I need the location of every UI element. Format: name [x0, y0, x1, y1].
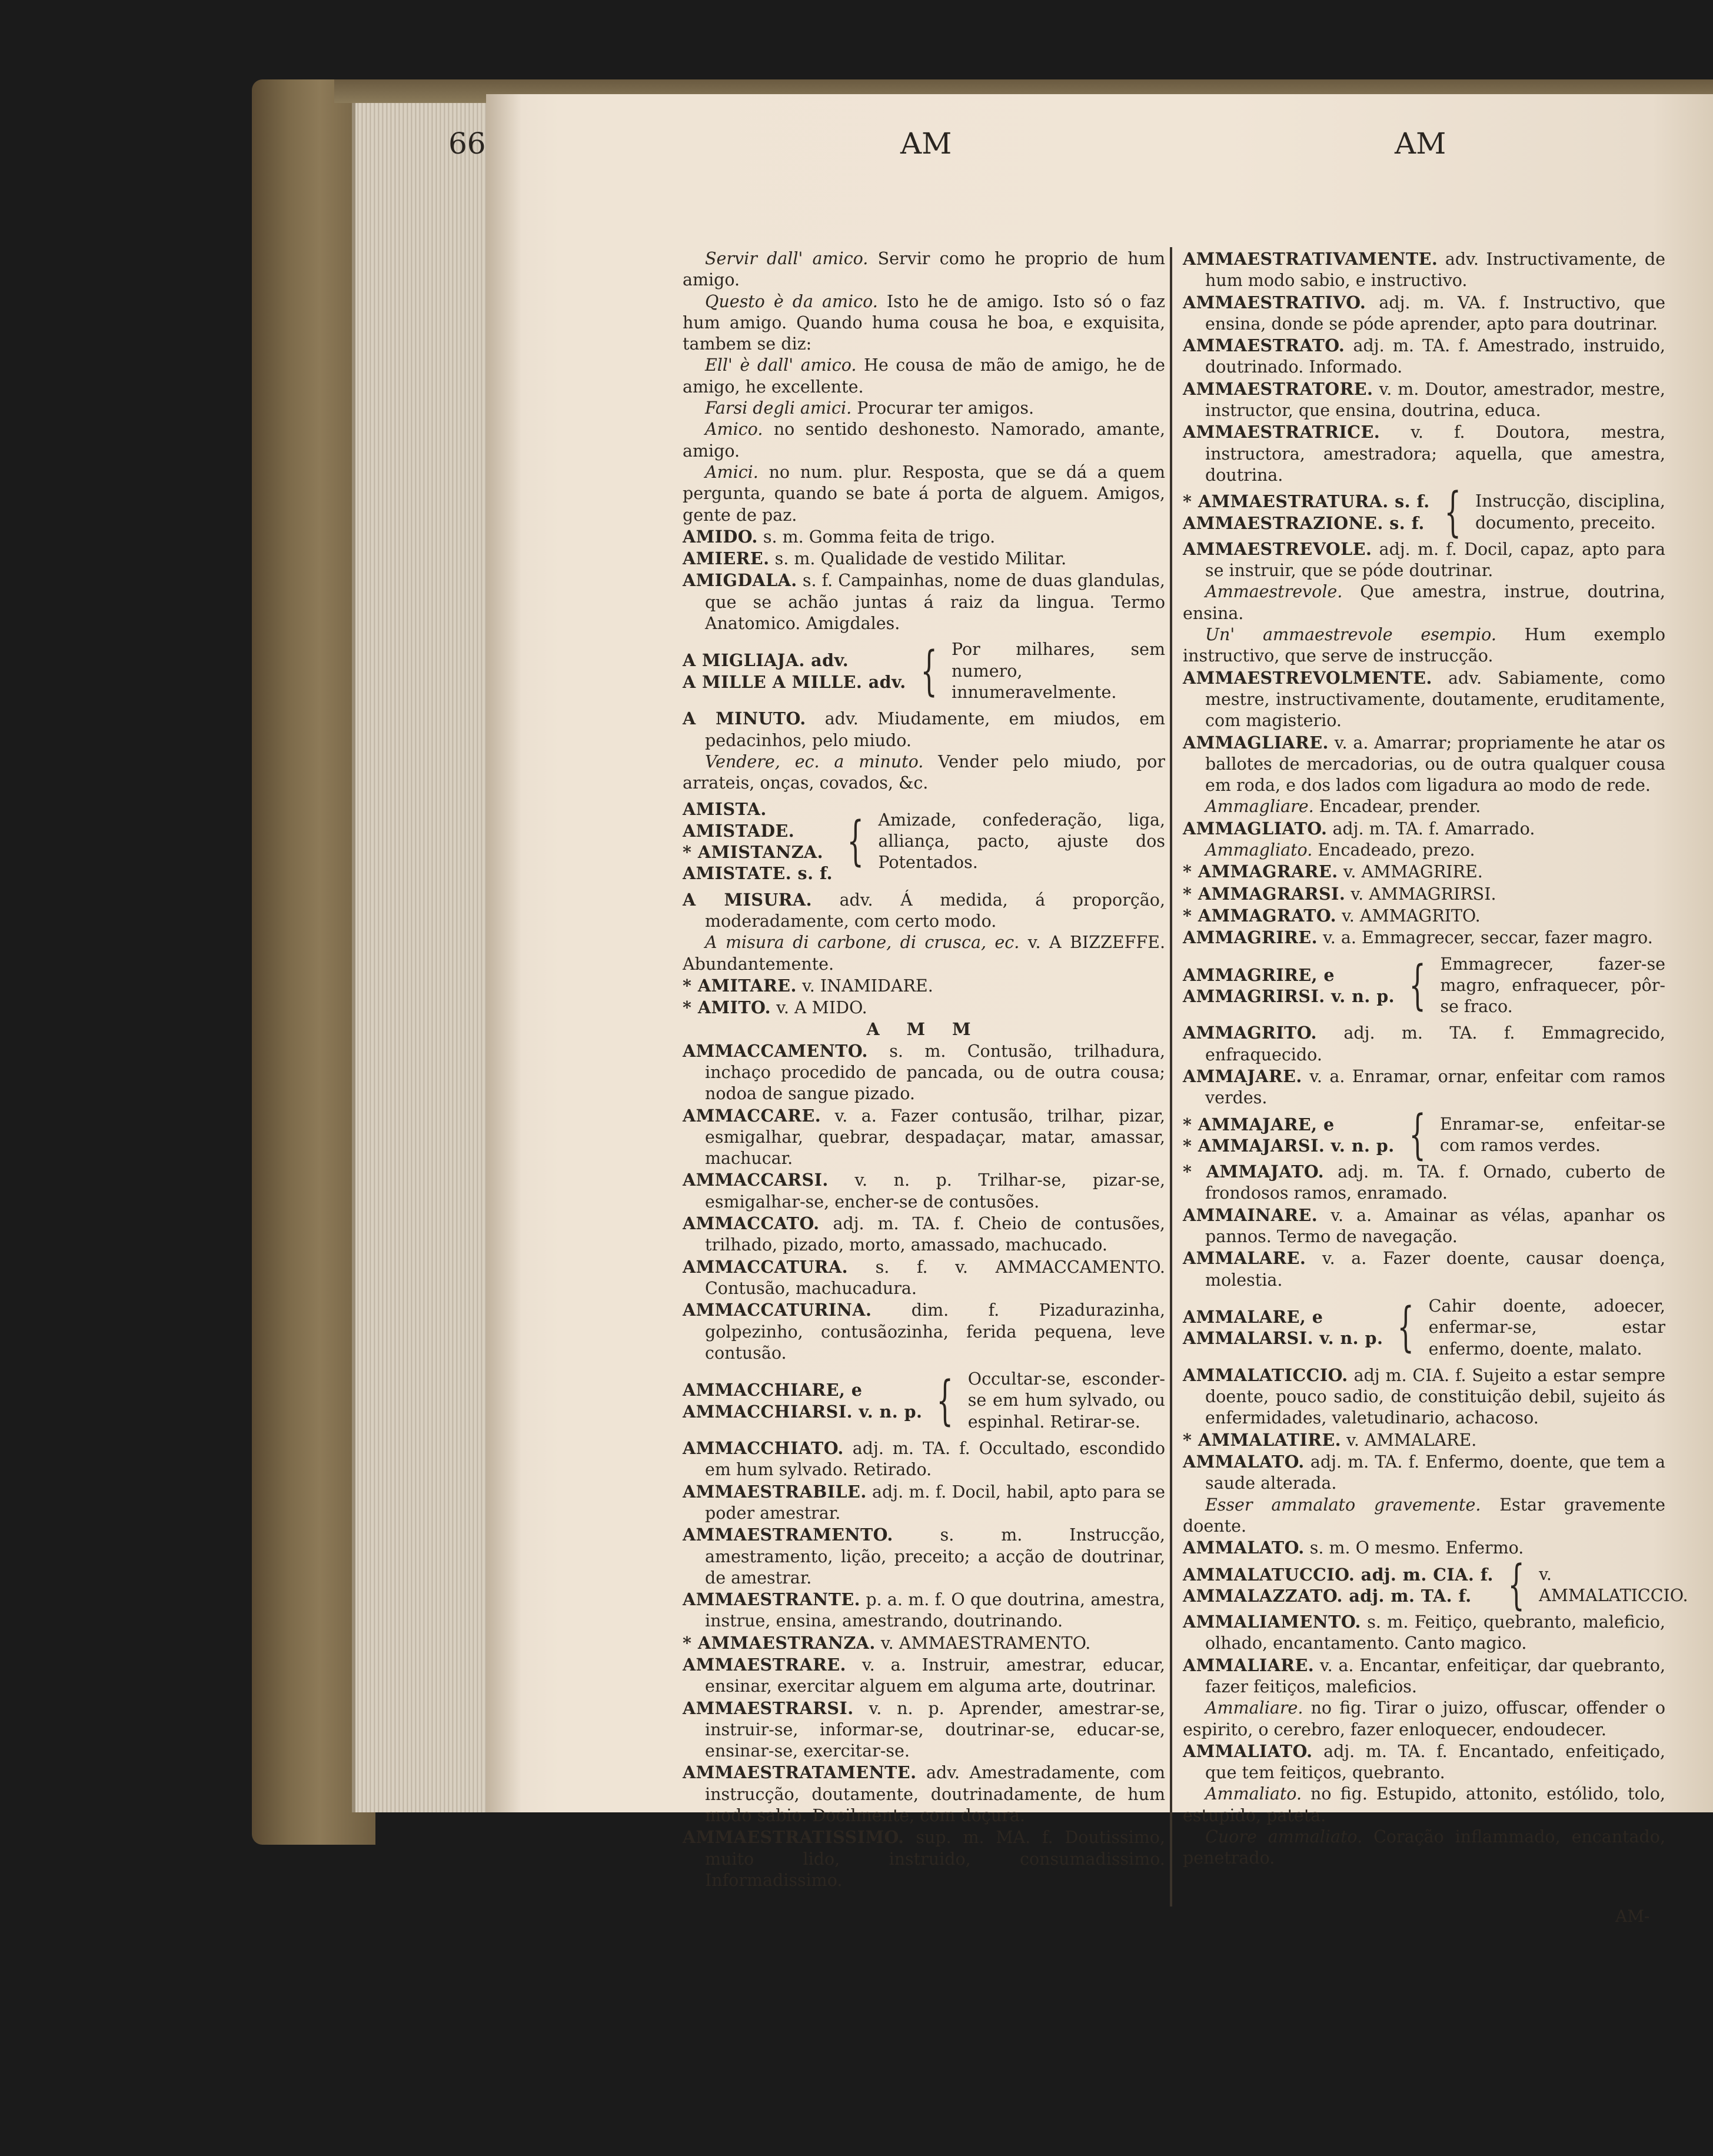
- definition: adv. Instructivamente, de hum modo sabio, e instructivo.: [1205, 249, 1665, 291]
- brace-icon: {: [1408, 1103, 1426, 1166]
- dictionary-entry: [683, 1481, 1165, 1525]
- sub-entry: [1183, 840, 1665, 861]
- headword: AMMAESTRAZIONE. s. f.: [1183, 513, 1425, 533]
- definition: v. AMMALARE.: [1346, 1430, 1477, 1450]
- italic-phrase: Un' ammaestrevole esempio.: [1205, 625, 1496, 645]
- headword: AMMAESTRANTE.: [683, 1589, 861, 1610]
- headword: AMMACCHIARE, e: [683, 1380, 863, 1400]
- definition: adj. m. TA. f. Cheio de contusões, trilhado, pizado, morto, amassado, machucado.: [705, 1214, 1165, 1255]
- headword: AMMAESTRATIVO.: [1183, 292, 1366, 312]
- left-column: [683, 248, 1165, 1891]
- definition: adj. m. TA. f. Ornado, cuberto de frondosos ramos, enramado.: [1205, 1162, 1665, 1203]
- headword: * AMMAGRARSI.: [1183, 883, 1346, 904]
- headword: * AMITARE.: [683, 975, 797, 996]
- dictionary-entry: [1183, 818, 1665, 840]
- sub-entry: [1183, 1784, 1665, 1826]
- headword: AMMAGRIRE.: [1183, 927, 1318, 948]
- dictionary-entry: [683, 1762, 1165, 1826]
- definition: Por milhares, sem numero, innumeravelmente.: [951, 640, 1165, 702]
- headword: AMMAGRIRE, e: [1183, 964, 1335, 985]
- definition: v. AMMAGRIRE.: [1343, 862, 1483, 882]
- grouped-headwords: [683, 798, 833, 884]
- definition: v. a. Amarrar; propriamente he atar os ballotes de mercadorias, ou de outra qualquer cousa em roda, e dos lados com ligadura ao modo de rede.: [1205, 733, 1665, 796]
- dictionary-entry: [1183, 378, 1665, 422]
- dictionary-entry: [1183, 927, 1665, 949]
- headword: AMIGDALA.: [683, 570, 797, 591]
- sub-entry: [1183, 796, 1665, 817]
- brace-icon: {: [1409, 954, 1426, 1016]
- dictionary-entry: [1183, 421, 1665, 486]
- definition: Coração inflammado, encantado, penetrado.: [1183, 1827, 1666, 1868]
- dictionary-entry: [1183, 1429, 1665, 1451]
- italic-phrase: Servir dall' amico.: [705, 249, 869, 268]
- grouped-entry: [1183, 1553, 1688, 1616]
- headword: AMMAESTRATORE.: [1183, 378, 1373, 399]
- italic-phrase: Ammaestrevole.: [1205, 582, 1343, 602]
- definition: v. n. p. Trilhar-se, pizar-se, esmigalhar-se, encher-se de contusões.: [705, 1170, 1165, 1212]
- definition: adv. Amestradamente, com instrucção, doutamente, doutrinadamente, de hum modo sabio. Docilmente, com doçura.: [705, 1763, 1165, 1826]
- dictionary-entry: [1183, 1741, 1665, 1784]
- definition: Procurar ter amigos.: [857, 398, 1035, 418]
- headword: AMMALATUCCIO. adj. m. CIA. f.: [1183, 1564, 1494, 1585]
- definition: no sentido deshonesto. Namorado, amante, amigo.: [683, 420, 1166, 461]
- headword: AMMALATO.: [1183, 1538, 1305, 1558]
- dictionary-entry: [683, 1169, 1165, 1213]
- dictionary-entry: [683, 1654, 1165, 1698]
- headword: AMMALARE.: [1183, 1248, 1306, 1269]
- headword: AMMALARE, e: [1183, 1307, 1323, 1327]
- dictionary-entry: [1183, 1022, 1665, 1066]
- headword: AMMALIATO.: [1183, 1741, 1313, 1761]
- sub-entry: [683, 419, 1165, 462]
- dictionary-entry: [683, 1826, 1165, 1891]
- sub-entry: [1183, 1826, 1665, 1869]
- headword: A MIGLIAJA. adv.: [683, 650, 849, 671]
- sub-entry: [683, 398, 1165, 419]
- definition: v. AMMAGRIRSI.: [1351, 884, 1496, 904]
- definition: s. m. Contusão, trilhadura, inchaço procedido de pancada, ou de outra cousa; nodoa de sangue pizado.: [705, 1041, 1165, 1104]
- definition: Instrucção, disciplina, documento, preceito.: [1475, 491, 1665, 533]
- definition: adv. Sabiamente, como mestre, instructivamente, doutamente, eruditamente, com magisterio.: [1205, 668, 1665, 731]
- headword: AMMAESTRABILE.: [683, 1481, 867, 1502]
- italic-phrase: Vendere, ec. a minuto.: [705, 751, 924, 771]
- headword: AMMALIARE.: [1183, 1655, 1315, 1675]
- grouped-headwords: [1183, 1306, 1383, 1349]
- headword: AMMAESTRATAMENTE.: [683, 1762, 917, 1783]
- dictionary-entry: [683, 1040, 1165, 1105]
- headword: AMMALATICCIO.: [1183, 1365, 1348, 1385]
- grouped-entry: [683, 639, 1165, 703]
- definition: adv. Á medida, á proporção, moderadamente, com certo modo.: [705, 890, 1165, 931]
- dictionary-entry: [683, 1589, 1165, 1632]
- definition: s. m. Qualidade de vestido Militar.: [774, 549, 1067, 569]
- dictionary-entry: [1183, 248, 1665, 292]
- italic-phrase: Ammagliato.: [1205, 840, 1313, 860]
- headword: * AMISTANZA.: [683, 842, 824, 863]
- dictionary-entry: [1183, 732, 1665, 797]
- definition: v. a. Fazer contusão, trilhar, pizar, esmigalhar, quebrar, despadaçar, matar, amassar, machucar.: [705, 1106, 1165, 1169]
- definition: v. f. Doutora, mestra, instructora, amestradora; aquella, que amestra, doutrina.: [1205, 422, 1666, 485]
- headword: AMMAESTRATIVAMENTE.: [1183, 249, 1438, 269]
- definition: Encadeado, prezo.: [1318, 840, 1475, 860]
- italic-phrase: Ammaliato.: [1205, 1784, 1302, 1804]
- dictionary-entry: [683, 1438, 1165, 1481]
- headword: AMMAGLIARE.: [1183, 732, 1329, 753]
- headword: * AMMAGRARE.: [1183, 861, 1338, 882]
- definition: adj. m. TA. f. Amestrado, instruido, doutrinado. Informado.: [1205, 336, 1665, 377]
- italic-phrase: Amici.: [705, 462, 759, 482]
- headword: AMMAESTREVOLE.: [1183, 538, 1372, 559]
- definition: v. a. Fazer doente, causar doença, molestia.: [1205, 1249, 1665, 1290]
- headword: * AMMALATIRE.: [1183, 1429, 1342, 1450]
- headword: A MILLE A MILLE. adv.: [683, 671, 906, 692]
- headword: AMMAGRITO.: [1183, 1023, 1317, 1043]
- dictionary-entry: [683, 1632, 1165, 1654]
- definition: Cahir doente, adoecer, enfermar-se, estar enfermo, doente, malato.: [1428, 1296, 1665, 1359]
- headword: AMMAGLIATO.: [1183, 818, 1328, 839]
- definition: v. a. Encantar, enfeitiçar, dar quebranto, fazer feitiços, maleficios.: [1205, 1655, 1666, 1696]
- headword: AMISTATE. s. f.: [683, 863, 833, 884]
- headword: AMIERE.: [683, 548, 770, 569]
- dictionary-entry: [683, 1524, 1165, 1589]
- section-heading: A M M: [866, 1019, 982, 1040]
- headword: * AMMAJATO.: [1183, 1162, 1324, 1182]
- italic-phrase: Ell' è dall' amico.: [705, 355, 857, 375]
- definition: s. m. Instrucção, amestramento, lição, preceito; a acção de doutrinar, de amestrar.: [705, 1525, 1165, 1588]
- sub-entry: [683, 291, 1165, 355]
- definition: s. m. O mesmo. Enfermo.: [1309, 1538, 1524, 1558]
- headword: AMMAESTRARSI.: [683, 1698, 854, 1718]
- headword: AMMALARSI. v. n. p.: [1183, 1328, 1383, 1349]
- definition: s. m. Feitiço, quebranto, maleficio, olhado, encantamento. Canto magico.: [1205, 1612, 1665, 1653]
- italic-phrase: Questo è da amico.: [705, 291, 878, 311]
- definition: v. a. Enramar, ornar, enfeitar com ramos verdes.: [1205, 1066, 1665, 1108]
- definition: He cousa de mão de amigo, he de amigo, he excellente.: [683, 355, 1165, 397]
- definition: s. f. Campainhas, nome de duas glandulas, que se achão juntas á raiz da lingua. Termo Anatomico. Amigdales.: [705, 571, 1165, 634]
- sub-entry: [683, 355, 1165, 398]
- definition: Emmagrecer, fazer-se magro, enfraquecer, pôr-se fraco.: [1440, 954, 1665, 1017]
- grouped-headwords: [1183, 491, 1430, 534]
- headword: AMMAGRIRSI. v. n. p.: [1183, 986, 1395, 1006]
- headword: * AMMAJARE, e: [1183, 1114, 1335, 1134]
- definition: Encadear, prender.: [1319, 797, 1481, 817]
- headword: AMMAESTRATRICE.: [1183, 422, 1381, 442]
- definition: adj. m. TA. f. Amarrado.: [1332, 819, 1535, 839]
- dictionary-entry: [683, 1256, 1165, 1300]
- definition: p. a. m. f. O que doutrina, amestra, instrue, ensina, amestrando, doutrinando.: [705, 1590, 1165, 1631]
- headword: AMMACCATURA.: [683, 1256, 849, 1277]
- dictionary-entry: [1183, 883, 1665, 905]
- headword: A MISURA.: [683, 889, 813, 910]
- grouped-entry: [1183, 481, 1665, 543]
- definition: no num. plur. Resposta, que se dá a quem pergunta, quando se bate á porta de alguem. Amigos, gente de paz.: [683, 462, 1165, 525]
- definition: Occultar-se, esconder-se em hum sylvado, ou espinhal. Retirar-se.: [967, 1369, 1165, 1432]
- headword: * AMMAESTRATURA. s. f.: [1183, 491, 1430, 512]
- grouped-entry: [683, 1369, 1165, 1433]
- dictionary-entry: [1183, 1611, 1665, 1655]
- sub-entry: [683, 248, 1165, 291]
- definition: Que amestra, instrue, doutrina, ensina.: [1183, 582, 1665, 623]
- brace-icon: {: [1443, 481, 1461, 543]
- grouped-entry: [1183, 1103, 1665, 1166]
- definition: adj. m. TA. f. Occultado, escondido em hum sylvado. Retirado.: [705, 1439, 1165, 1480]
- dictionary-entry: [683, 1105, 1165, 1170]
- sub-entry: [683, 932, 1165, 975]
- dictionary-entry: [683, 526, 1165, 548]
- definition: adj. m. f. Docil, habil, apto para se poder amestrar.: [705, 1482, 1165, 1523]
- dictionary-entry: [1183, 1451, 1665, 1495]
- definition: adj. m. TA. f. Encantado, enfeitiçado, que tem feitiços, quebranto.: [1205, 1741, 1665, 1783]
- dictionary-entry: [683, 1213, 1165, 1256]
- page-number: 66: [448, 127, 486, 161]
- dictionary-entry: [1183, 1205, 1665, 1248]
- dictionary-entry: [1183, 1655, 1665, 1698]
- grouped-entry: [683, 798, 1165, 884]
- definition: Servir como he proprio de hum amigo.: [683, 249, 1165, 290]
- headword: AMMAINARE.: [1183, 1205, 1318, 1225]
- gutter-shadow: [486, 94, 521, 1812]
- definition: v. A BIZZEFFE. Abundantemente.: [683, 933, 1166, 974]
- dictionary-entry: [1183, 292, 1665, 335]
- italic-phrase: Amico.: [705, 420, 763, 440]
- dictionary-entry: [683, 997, 1165, 1019]
- headword: AMMAJARE.: [1183, 1066, 1302, 1086]
- headword: AMMALIAMENTO.: [1183, 1612, 1361, 1632]
- dictionary-entry: [683, 975, 1165, 997]
- sub-entry: [1183, 1698, 1665, 1741]
- grouped-entry: [1183, 954, 1665, 1018]
- definition: sup. m. MA. f. Doutissimo, muito lido, instruido, consumadissimo. Informadissimo.: [705, 1828, 1165, 1890]
- definition: Amizade, confederação, liga, alliança, pacto, ajuste dos Potentados.: [878, 810, 1165, 873]
- headword: AMMACCARE.: [683, 1105, 821, 1126]
- definition: adj. m. VA. f. Instructivo, que ensina, donde se póde aprender, apto para doutrinar.: [1205, 292, 1665, 334]
- headword: AMMACCARSI.: [683, 1170, 829, 1190]
- running-header-left: AM: [900, 127, 952, 161]
- headword: AMMAESTRAMENTO.: [683, 1525, 893, 1545]
- italic-phrase: A misura di carbone, di crusca, ec.: [705, 933, 1020, 953]
- grouped-headwords: [683, 1379, 922, 1422]
- definition: s. f. v. AMMACCAMENTO. Contusão, machucadura.: [705, 1257, 1165, 1298]
- definition: adj. m. TA. f. Emmagrecido, enfraquecido.: [1205, 1023, 1665, 1064]
- italic-phrase: Ammagliare.: [1205, 797, 1314, 817]
- brace-icon: {: [936, 1369, 954, 1432]
- definition: no fig. Tirar o juizo, offuscar, offender o espirito, o cerebro, fazer enloquecer, endoudecer.: [1183, 1698, 1666, 1739]
- sub-entry: [1183, 581, 1665, 624]
- definition: Isto he de amigo. Isto só o faz hum amigo. Quando huma cousa he boa, e exquisita, tambem se diz:: [683, 291, 1165, 354]
- definition: Vender pelo miudo, por arrateis, onças, covados, &c.: [683, 751, 1165, 793]
- dictionary-entry: [1183, 1537, 1665, 1559]
- definition: v. INAMIDARE.: [801, 976, 933, 996]
- definition: v. AMMAESTRAMENTO.: [880, 1633, 1091, 1653]
- dictionary-entry: [1183, 335, 1665, 378]
- headword: AMMACCATO.: [683, 1213, 820, 1234]
- headword: AMMALATO.: [1183, 1452, 1305, 1472]
- definition: v. a. Instruir, amestrar, educar, ensinar, exercitar alguem em alguma arte, doutrinar.: [705, 1655, 1165, 1696]
- grouped-headwords: [1183, 964, 1395, 1007]
- grouped-headwords: [683, 650, 906, 693]
- italic-phrase: Ammaliare.: [1205, 1698, 1303, 1718]
- definition: adv. Miudamente, em miudos, em pedacinhos, pelo miudo.: [705, 709, 1165, 750]
- headword: AMMAESTREVOLMENTE.: [1183, 667, 1432, 688]
- right-column: [1183, 248, 1688, 1869]
- brace-icon: {: [1508, 1553, 1525, 1616]
- dictionary-entry: [1183, 667, 1665, 732]
- headword: AMIDO.: [683, 526, 758, 547]
- catchword: AM-: [1615, 1907, 1650, 1926]
- sub-entry: [1183, 624, 1665, 667]
- definition: dim. f. Pizadurazinha, golpezinho, contusãozinha, ferida pequena, leve contusão.: [705, 1300, 1166, 1363]
- sub-entry: [683, 462, 1165, 526]
- definition: v. a. Amainar as vélas, apanhar os pannos. Termo de navegação.: [1205, 1205, 1665, 1247]
- italic-phrase: Farsi degli amici.: [705, 398, 852, 418]
- definition: Enramar-se, enfeitar-se com ramos verdes.: [1439, 1114, 1665, 1155]
- grouped-entry: [1183, 1296, 1665, 1360]
- headword: AMMACCHIATO.: [683, 1438, 844, 1459]
- definition: v. AMMAGRITO.: [1342, 906, 1481, 926]
- definition: adj. m. TA. f. Enfermo, doente, que tem a saude alterada.: [1205, 1452, 1666, 1493]
- dictionary-entry: [683, 570, 1165, 634]
- brace-icon: {: [920, 640, 937, 702]
- dictionary-entry: [1183, 1161, 1665, 1205]
- dictionary-entry: [1183, 1247, 1665, 1291]
- dictionary-entry: [683, 548, 1165, 570]
- definition: v. A MIDO.: [776, 998, 867, 1018]
- definition: s. m. Gomma feita de trigo.: [763, 527, 996, 547]
- definition: v. AMMALATICCIO.: [1539, 1564, 1688, 1605]
- definition: Estar gravemente doente.: [1183, 1495, 1665, 1536]
- column-divider: [1170, 247, 1172, 1907]
- headword: * AMMAJARSI. v. n. p.: [1183, 1135, 1395, 1156]
- dictionary-entry: [683, 708, 1165, 751]
- definition: adj. m. f. Docil, capaz, apto para se instruir, que se póde doutrinar.: [1205, 539, 1665, 581]
- dictionary-entry: [1183, 538, 1665, 582]
- headword: A MINUTO.: [683, 708, 806, 729]
- dictionary-entry: [683, 889, 1165, 933]
- brace-icon: {: [847, 810, 864, 873]
- headword: AMISTA.: [683, 799, 767, 820]
- grouped-headwords: [1183, 1114, 1395, 1157]
- definition: v. a. Emmagrecer, seccar, fazer magro.: [1323, 928, 1653, 948]
- headword: * AMITO.: [683, 997, 771, 1018]
- definition: v. n. p. Aprender, amestrar-se, instruir-se, informar-se, doutrinar-se, educar-se, ensinar-se, exercitar-se.: [705, 1698, 1165, 1761]
- definition: adj m. CIA. f. Sujeito a estar sempre doente, pouco sadio, de constituição debil, sujeito ás enfermidades, valetudinario, achacoso.: [1205, 1365, 1665, 1428]
- headword: * AMMAESTRANZA.: [683, 1632, 876, 1653]
- headword: AMMAESTRARE.: [683, 1655, 846, 1675]
- headword: * AMMAGRATO.: [1183, 905, 1337, 926]
- definition: v. m. Doutor, amestrador, mestre, instructor, que ensina, doutrina, educa.: [1205, 379, 1665, 421]
- dictionary-entry: [1183, 1365, 1665, 1429]
- brace-icon: {: [1397, 1296, 1415, 1359]
- headword: AMMALAZZATO. adj. m. TA. f.: [1183, 1585, 1472, 1606]
- dictionary-entry: [683, 1299, 1165, 1364]
- running-header-right: AM: [1395, 127, 1446, 161]
- sub-entry: [683, 751, 1165, 794]
- headword: AMMACCHIARSI. v. n. p.: [683, 1401, 923, 1422]
- definition: Hum exemplo instructivo, que serve de instrucção.: [1183, 625, 1665, 666]
- italic-phrase: Esser ammalato gravemente.: [1205, 1495, 1481, 1515]
- dictionary-entry: [1183, 861, 1665, 883]
- headword: AMMAESTRATO.: [1183, 335, 1345, 356]
- sub-entry: [1183, 1495, 1665, 1538]
- page-edges: [352, 103, 508, 1812]
- dictionary-entry: [1183, 1066, 1665, 1109]
- italic-phrase: Cuore ammaliato.: [1205, 1827, 1363, 1847]
- dictionary-entry: [1183, 905, 1665, 927]
- headword: AMMACCATURINA.: [683, 1300, 872, 1320]
- headword: AMMACCAMENTO.: [683, 1040, 868, 1061]
- definition: no fig. Estupido, attonito, estólido, tolo, estupido, pateta.: [1183, 1784, 1665, 1825]
- dictionary-entry: [683, 1698, 1165, 1762]
- headword: AMMAESTRATISSIMO.: [683, 1827, 904, 1848]
- headword: AMISTADE.: [683, 820, 795, 841]
- grouped-headwords: [1183, 1564, 1494, 1607]
